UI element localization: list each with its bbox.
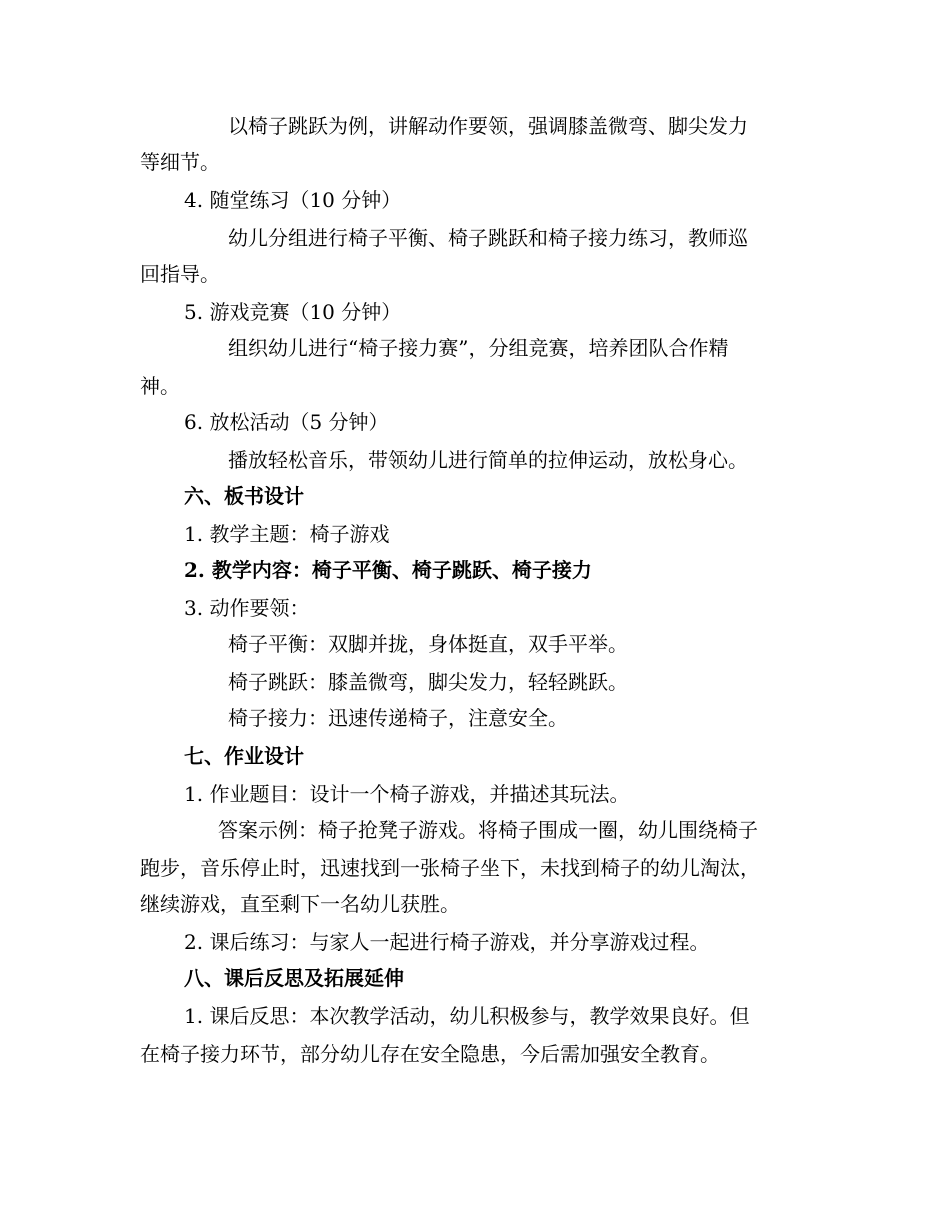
section-heading: 八、课后反思及拓展延伸 <box>184 966 404 990</box>
paragraph-line: 椅子平衡：双脚并拢，身体挺直，双手平举。 <box>228 632 628 656</box>
list-item: 6. 放松活动（5 分钟） <box>184 410 389 434</box>
list-item: 1. 作业题目：设计一个椅子游戏，并描述其玩法。 <box>184 782 630 806</box>
list-item: 5. 游戏竞赛（10 分钟） <box>184 300 402 324</box>
list-item: 1. 课后反思：本次教学活动，幼儿积极参与，教学效果良好。但 <box>184 1004 750 1028</box>
list-item: 3. 动作要领： <box>184 596 310 620</box>
list-item: 4. 随堂练习（10 分钟） <box>184 188 402 212</box>
paragraph-line: 组织幼儿进行“椅子接力赛”，分组竞赛，培养团队合作精 <box>228 336 729 360</box>
paragraph-line: 跑步，音乐停止时，迅速找到一张椅子坐下，未找到椅子的幼儿淘汰， <box>140 856 760 880</box>
section-heading: 七、作业设计 <box>184 744 304 768</box>
section-heading: 六、板书设计 <box>184 484 304 508</box>
paragraph-line: 在椅子接力环节，部分幼儿存在安全隐患，今后需加强安全教育。 <box>140 1042 720 1066</box>
paragraph-line: 以椅子跳跃为例，讲解动作要领，强调膝盖微弯、脚尖发力 <box>228 114 748 138</box>
paragraph-line: 椅子跳跃：膝盖微弯，脚尖发力，轻轻跳跃。 <box>228 670 628 694</box>
list-item: 2. 教学内容：椅子平衡、椅子跳跃、椅子接力 <box>184 558 592 582</box>
list-item: 1. 教学主题：椅子游戏 <box>184 522 390 546</box>
paragraph-line: 神。 <box>140 374 180 398</box>
paragraph-line: 等细节。 <box>140 150 220 174</box>
list-item: 2. 课后练习：与家人一起进行椅子游戏，并分享游戏过程。 <box>184 930 710 954</box>
paragraph-line: 答案示例：椅子抢凳子游戏。将椅子围成一圈，幼儿围绕椅子 <box>218 818 758 842</box>
paragraph-line: 继续游戏，直至剩下一名幼儿获胜。 <box>140 892 460 916</box>
paragraph-line: 幼儿分组进行椅子平衡、椅子跳跃和椅子接力练习，教师巡 <box>228 226 748 250</box>
paragraph-line: 回指导。 <box>140 262 220 286</box>
paragraph-line: 播放轻松音乐，带领幼儿进行简单的拉伸运动，放松身心。 <box>228 448 748 472</box>
paragraph-line: 椅子接力：迅速传递椅子，注意安全。 <box>228 706 568 730</box>
